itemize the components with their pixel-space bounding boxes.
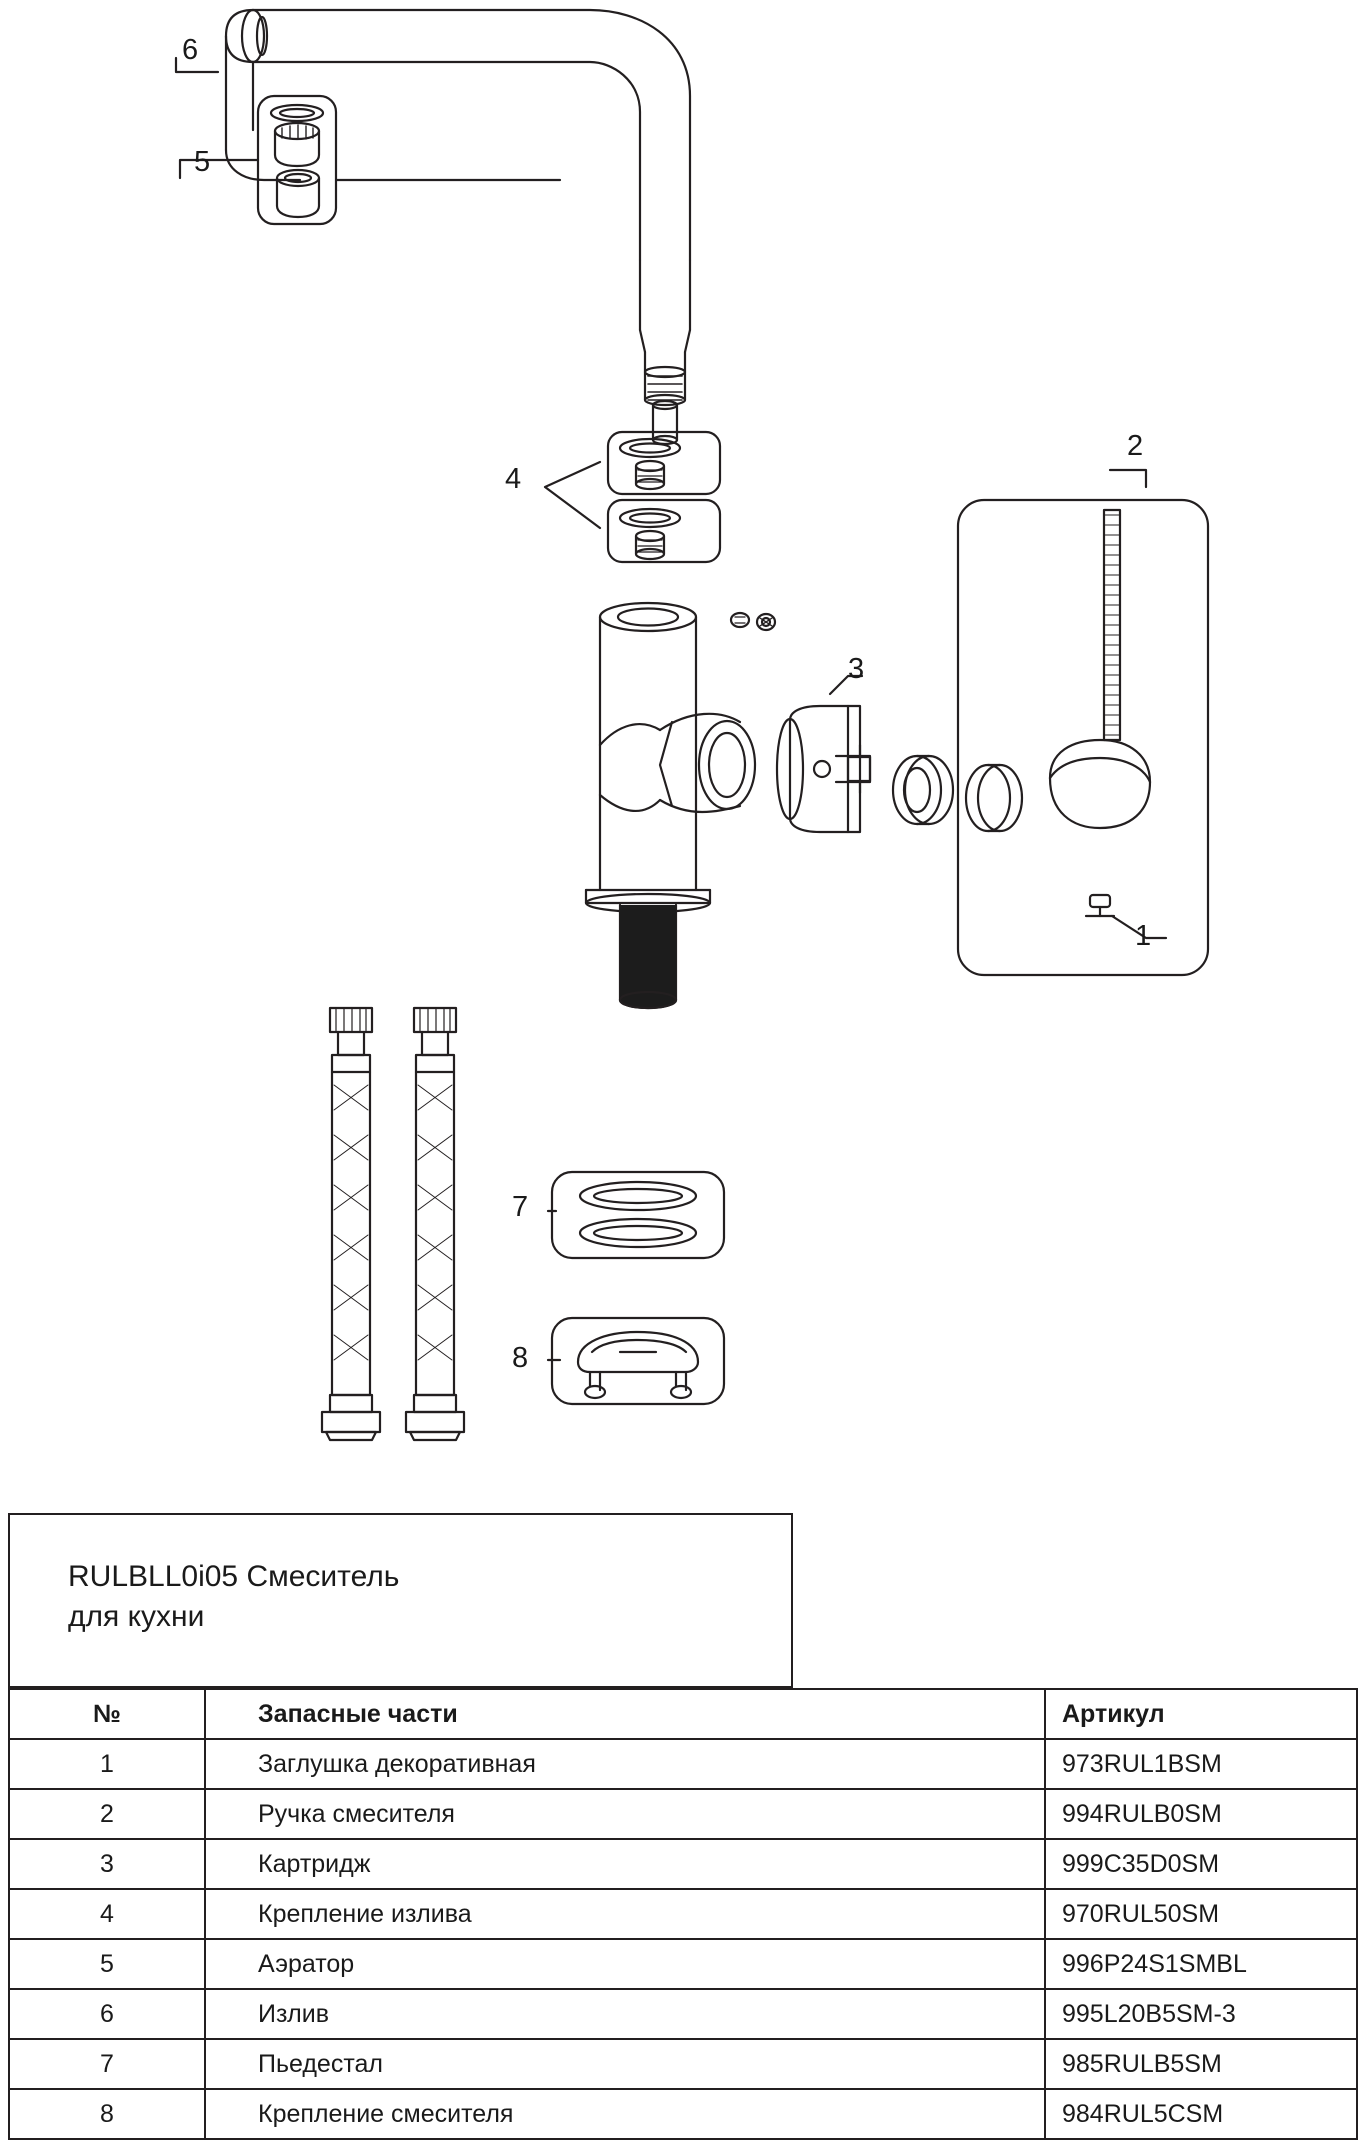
- cell-article: 999C35D0SM: [1045, 1839, 1357, 1889]
- cell-part-name: Излив: [205, 1989, 1045, 2039]
- cell-article: 995L20B5SM-3: [1045, 1989, 1357, 2039]
- parts-table-head: [9, 1689, 1357, 1739]
- table-row: [9, 1789, 1357, 1839]
- pedestal-group: [552, 1172, 724, 1258]
- set-screws: [731, 613, 775, 630]
- cell-article: 996P24S1SMBL: [1045, 1939, 1357, 1989]
- cell-part-name: Аэратор: [205, 1939, 1045, 1989]
- leader-2: [1110, 470, 1146, 487]
- table-row: [9, 1939, 1357, 1989]
- cartridge: [777, 706, 870, 832]
- cell-part-name: Картридж: [205, 1839, 1045, 1889]
- parts-table-body: [9, 1739, 1357, 2139]
- callout-8: 8: [512, 1342, 529, 1374]
- title-block: [8, 1513, 793, 1688]
- table-row: [9, 1989, 1357, 2039]
- handle-group: [958, 500, 1208, 975]
- cell-part-name: Пьедестал: [205, 2039, 1045, 2089]
- cell-number: 4: [9, 1889, 205, 1939]
- leader-4: [545, 462, 600, 528]
- table-row: [9, 2039, 1357, 2089]
- decorative-plug: [1086, 895, 1114, 916]
- cell-number: 6: [9, 1989, 205, 2039]
- table-row: [9, 2089, 1357, 2139]
- header-number: №: [9, 1689, 205, 1739]
- cell-part-name: Ручка смесителя: [205, 1789, 1045, 1839]
- shank-fill: [620, 905, 676, 1002]
- callout-5: 5: [194, 146, 211, 178]
- product-title-line2: для кухни: [68, 1599, 205, 1633]
- callout-2: 2: [1127, 430, 1144, 462]
- spout-mount-group: [608, 432, 720, 562]
- product-title: [68, 1557, 688, 1636]
- cell-article: 970RUL50SM: [1045, 1889, 1357, 1939]
- cell-article: 985RULB5SM: [1045, 2039, 1357, 2089]
- cell-article: 984RUL5CSM: [1045, 2089, 1357, 2139]
- table-header-row: [9, 1689, 1357, 1739]
- callout-3: 3: [848, 653, 865, 685]
- cell-part-name: Крепление смесителя: [205, 2089, 1045, 2139]
- cell-number: 8: [9, 2089, 205, 2139]
- hose-right: [406, 1008, 464, 1440]
- header-article: Артикул: [1045, 1689, 1357, 1739]
- table-row: [9, 1889, 1357, 1939]
- cell-number: 3: [9, 1839, 205, 1889]
- aerator-group: [258, 96, 336, 224]
- leader-5: [180, 160, 258, 178]
- cell-number: 1: [9, 1739, 205, 1789]
- hose-left: [322, 1008, 380, 1440]
- cell-number: 5: [9, 1939, 205, 1989]
- product-title-line1: RULBLL0i05 Смеситель: [68, 1560, 400, 1593]
- table-row: [9, 1739, 1357, 1789]
- cell-part-name: Крепление излива: [205, 1889, 1045, 1939]
- mounting-bracket-group: [552, 1318, 724, 1404]
- spout-elbow: [336, 180, 560, 224]
- table-row: [9, 1839, 1357, 1889]
- cell-part-name: Заглушка декоративная: [205, 1739, 1045, 1789]
- cell-number: 7: [9, 2039, 205, 2089]
- callout-1: 1: [1135, 920, 1152, 952]
- parts-table: [8, 1688, 1358, 2140]
- cell-article: 994RULB0SM: [1045, 1789, 1357, 1839]
- callout-7: 7: [512, 1191, 529, 1223]
- cell-number: 2: [9, 1789, 205, 1839]
- spout-outline: [226, 10, 690, 372]
- callout-6: 6: [182, 34, 199, 66]
- callout-4: 4: [505, 463, 522, 495]
- header-part-name: Запасные части: [205, 1689, 1045, 1739]
- cell-article: 973RUL1BSM: [1045, 1739, 1357, 1789]
